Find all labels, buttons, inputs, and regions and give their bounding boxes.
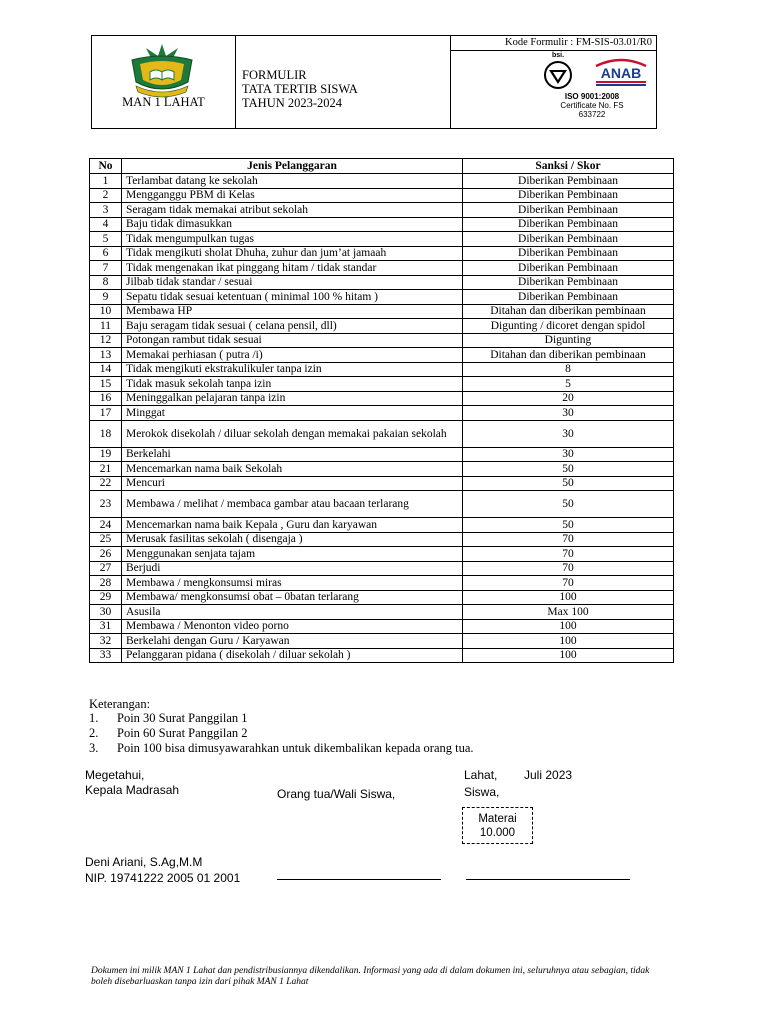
row-number-cell: 4 xyxy=(90,217,122,232)
table-row xyxy=(90,619,674,634)
row-number-cell: 27 xyxy=(90,561,122,576)
row-number-cell: 2 xyxy=(90,188,122,203)
table-row xyxy=(90,246,674,261)
table-row xyxy=(90,304,674,319)
row-number-cell: 9 xyxy=(90,290,122,305)
row-number-cell: 11 xyxy=(90,319,122,334)
violation-cell: Tidak mengikuti ekstrakulikuler tanpa izin xyxy=(122,362,463,377)
table-row xyxy=(90,217,674,232)
bsi-kitemark-icon xyxy=(540,60,576,90)
violation-cell: Mencemarkan nama baik Sekolah xyxy=(122,462,463,477)
row-number-cell: 18 xyxy=(90,420,122,447)
table-row xyxy=(90,188,674,203)
row-number-cell: 14 xyxy=(90,362,122,377)
violation-cell: Terlambat datang ke sekolah xyxy=(122,174,463,189)
row-number-cell: 29 xyxy=(90,590,122,605)
table-row xyxy=(90,648,674,663)
sanction-cell: 100 xyxy=(463,634,674,649)
table-header-row xyxy=(90,159,674,174)
header-no: No xyxy=(90,159,122,174)
violation-cell: Tidak mengumpulkan tugas xyxy=(122,232,463,247)
violation-cell: Merusak fasilitas sekolah ( disengaja ) xyxy=(122,532,463,547)
item-text: Poin 100 bisa dimusyawarahkan untuk dikembalikan kepada orang tua. xyxy=(117,741,474,755)
sanction-cell: 5 xyxy=(463,377,674,392)
sanction-cell: 50 xyxy=(463,491,674,518)
sanction-cell: 70 xyxy=(463,532,674,547)
item-text: Poin 60 Surat Panggilan 2 xyxy=(117,726,248,740)
head-name: Deni Ariani, S.Ag,M.M xyxy=(85,855,203,869)
row-number-cell: 26 xyxy=(90,547,122,562)
row-number-cell: 6 xyxy=(90,246,122,261)
table-row xyxy=(90,406,674,421)
table-row xyxy=(90,491,674,518)
violation-cell: Berjudi xyxy=(122,561,463,576)
table-row xyxy=(90,319,674,334)
iso-line-2: Certificate No. FS xyxy=(560,101,624,110)
row-number-cell: 10 xyxy=(90,304,122,319)
head-nip: NIP. 19741222 2005 01 2001 xyxy=(85,871,241,885)
table-row xyxy=(90,605,674,620)
header-sanksi: Sanksi / Skor xyxy=(463,159,674,174)
table-row xyxy=(90,547,674,562)
sanction-cell: 70 xyxy=(463,547,674,562)
row-number-cell: 16 xyxy=(90,391,122,406)
form-title-cell xyxy=(236,36,451,128)
row-number-cell: 25 xyxy=(90,532,122,547)
sanction-cell: Diberikan Pembinaan xyxy=(463,290,674,305)
list-item xyxy=(89,711,474,726)
violation-cell: Asusila xyxy=(122,605,463,620)
signature-place: Lahat, xyxy=(464,768,498,782)
violation-cell: Membawa HP xyxy=(122,304,463,319)
item-text: Poin 30 Surat Panggilan 1 xyxy=(117,711,248,725)
materai-label: Materai xyxy=(478,813,517,825)
row-number-cell: 7 xyxy=(90,261,122,276)
sanction-cell: 8 xyxy=(463,362,674,377)
violation-cell: Tidak mengenakan ikat pinggang hitam / tidak standar xyxy=(122,261,463,276)
sanction-cell: 100 xyxy=(463,648,674,663)
table-row xyxy=(90,576,674,591)
table-row xyxy=(90,476,674,491)
violation-cell: Meninggalkan pelajaran tanpa izin xyxy=(122,391,463,406)
row-number-cell: 8 xyxy=(90,275,122,290)
document-header xyxy=(91,35,657,129)
sanction-cell: Diberikan Pembinaan xyxy=(463,275,674,290)
list-item xyxy=(89,726,474,741)
table-row xyxy=(90,275,674,290)
iso-line-3: 633722 xyxy=(578,110,606,119)
table-row xyxy=(90,420,674,447)
violation-cell: Sepatu tidak sesuai ketentuan ( minimal 100 % hitam ) xyxy=(122,290,463,305)
row-number-cell: 5 xyxy=(90,232,122,247)
row-number-cell: 3 xyxy=(90,203,122,218)
violation-cell: Baju seragam tidak sesuai ( celana pensil, dll) xyxy=(122,319,463,334)
sanction-cell: 30 xyxy=(463,447,674,462)
row-number-cell: 22 xyxy=(90,476,122,491)
sanction-cell: 100 xyxy=(463,590,674,605)
row-number-cell: 24 xyxy=(90,518,122,533)
table-row xyxy=(90,561,674,576)
table-row xyxy=(90,590,674,605)
sanction-cell: 50 xyxy=(463,462,674,477)
table-row xyxy=(90,362,674,377)
violation-cell: Tidak masuk sekolah tanpa izin xyxy=(122,377,463,392)
form-code: Kode Formulir : FM-SIS-03.01/R0 xyxy=(504,37,652,48)
student-signature-line xyxy=(466,879,630,880)
table-row xyxy=(90,290,674,305)
violation-cell: Memakai perhiasan ( putra /i) xyxy=(122,348,463,363)
table-row xyxy=(90,447,674,462)
form-title-line-2: TATA TERTIB SISWA xyxy=(242,82,358,96)
violation-cell: Membawa / melihat / membaca gambar atau bacaan terlarang xyxy=(122,491,463,518)
keterangan-title: Keterangan: xyxy=(89,697,151,711)
sanction-cell: 50 xyxy=(463,518,674,533)
table-row xyxy=(90,232,674,247)
violation-cell: Jilbab tidak standar / sesuai xyxy=(122,275,463,290)
school-name: MAN 1 LAHAT xyxy=(122,95,205,109)
materai-value: 10.000 xyxy=(479,827,516,839)
sanction-cell: 70 xyxy=(463,576,674,591)
row-number-cell: 32 xyxy=(90,634,122,649)
violation-cell: Menggunakan senjata tajam xyxy=(122,547,463,562)
violation-cell: Berkelahi dengan Guru / Karyawan xyxy=(122,634,463,649)
violation-cell: Tidak mengikuti sholat Dhuha, zuhur dan jum’at jamaah xyxy=(122,246,463,261)
table-row xyxy=(90,203,674,218)
sanction-cell: Digunting / dicoret dengan spidol xyxy=(463,319,674,334)
violation-cell: Minggat xyxy=(122,406,463,421)
footer-disclaimer: Dokumen ini milik MAN 1 Lahat dan pendistribusiannya dikendalikan. Informasi yang ada di dalam dokumen ini, seluruhnya atau sebagian, tidak boleh disebarluaskan tanpa izin dari pihak MAN 1 Lahat xyxy=(91,966,650,987)
row-number-cell: 17 xyxy=(90,406,122,421)
sanction-cell: 30 xyxy=(463,406,674,421)
table-row xyxy=(90,174,674,189)
violation-cell: Mengganggu PBM di Kelas xyxy=(122,188,463,203)
anab-logo xyxy=(592,54,650,93)
table-row xyxy=(90,261,674,276)
row-number-cell: 33 xyxy=(90,648,122,663)
sanction-cell: Diberikan Pembinaan xyxy=(463,174,674,189)
parent-signature-line xyxy=(277,879,441,880)
violation-cell: Potongan rambut tidak sesuai xyxy=(122,333,463,348)
row-number-cell: 12 xyxy=(90,333,122,348)
violation-cell: Merokok disekolah / diluar sekolah dengan memakai pakaian sekolah xyxy=(122,420,463,447)
keterangan-list xyxy=(89,711,474,756)
anab-text: ANAB xyxy=(600,65,642,81)
row-number-cell: 23 xyxy=(90,491,122,518)
table-row xyxy=(90,348,674,363)
table-body xyxy=(90,174,674,663)
materai-stamp-box xyxy=(462,807,533,844)
table-row xyxy=(90,462,674,477)
sanction-cell: Diberikan Pembinaan xyxy=(463,232,674,247)
sanction-cell: 70 xyxy=(463,561,674,576)
form-title-line-1: FORMULIR xyxy=(242,68,307,82)
sanction-cell: Ditahan dan diberikan pembinaan xyxy=(463,304,674,319)
anab-mark-icon xyxy=(592,54,650,88)
sanction-cell: Max 100 xyxy=(463,605,674,620)
item-number: 1. xyxy=(89,711,99,725)
signature-parent-label: Orang tua/Wali Siswa, xyxy=(277,787,396,801)
row-number-cell: 28 xyxy=(90,576,122,591)
violation-cell: Membawa / mengkonsumsi miras xyxy=(122,576,463,591)
sanction-cell: Diberikan Pembinaan xyxy=(463,188,674,203)
row-number-cell: 13 xyxy=(90,348,122,363)
sanction-cell: 30 xyxy=(463,420,674,447)
bsi-logo xyxy=(540,52,576,95)
sanction-cell: 100 xyxy=(463,619,674,634)
kemenag-logo-icon xyxy=(122,42,202,98)
row-number-cell: 1 xyxy=(90,174,122,189)
table-row xyxy=(90,391,674,406)
row-number-cell: 15 xyxy=(90,377,122,392)
signature-date: Juli 2023 xyxy=(524,768,573,782)
sanction-cell: Diberikan Pembinaan xyxy=(463,246,674,261)
violation-cell: Pelanggaran pidana ( disekolah / diluar sekolah ) xyxy=(122,648,463,663)
table-row xyxy=(90,377,674,392)
signature-left-label-2: Kepala Madrasah xyxy=(85,783,180,797)
list-item xyxy=(89,741,474,756)
sanction-cell: Ditahan dan diberikan pembinaan xyxy=(463,348,674,363)
table-row xyxy=(90,518,674,533)
violation-cell: Membawa / Menonton video porno xyxy=(122,619,463,634)
row-number-cell: 21 xyxy=(90,462,122,477)
sanction-cell: Diberikan Pembinaan xyxy=(463,203,674,218)
code-divider xyxy=(451,50,656,51)
signature-left-label-1: Megetahui, xyxy=(85,768,145,782)
table-row xyxy=(90,634,674,649)
row-number-cell: 31 xyxy=(90,619,122,634)
header-jenis: Jenis Pelanggaran xyxy=(122,159,463,174)
sanction-cell: 50 xyxy=(463,476,674,491)
sanction-cell: Digunting xyxy=(463,333,674,348)
violation-cell: Mencemarkan nama baik Kepala , Guru dan karyawan xyxy=(122,518,463,533)
row-number-cell: 30 xyxy=(90,605,122,620)
sanction-cell: Diberikan Pembinaan xyxy=(463,217,674,232)
iso-line-1: ISO 9001:2008 xyxy=(564,92,620,101)
table-row xyxy=(90,333,674,348)
row-number-cell: 19 xyxy=(90,447,122,462)
logo-cell xyxy=(92,36,236,128)
item-number: 3. xyxy=(89,741,99,755)
violation-cell: Mencuri xyxy=(122,476,463,491)
form-title-line-3: TAHUN 2023-2024 xyxy=(242,96,343,110)
violations-table xyxy=(89,158,674,663)
item-number: 2. xyxy=(89,726,99,740)
violation-cell: Seragam tidak memakai atribut sekolah xyxy=(122,203,463,218)
violation-cell: Berkelahi xyxy=(122,447,463,462)
table-row xyxy=(90,532,674,547)
sanction-cell: Diberikan Pembinaan xyxy=(463,261,674,276)
bsi-label: bsi. xyxy=(551,52,565,59)
sanction-cell: 20 xyxy=(463,391,674,406)
violation-cell: Baju tidak dimasukkan xyxy=(122,217,463,232)
signature-student-label: Siswa, xyxy=(464,785,500,799)
violation-cell: Membawa/ mengkonsumsi obat – 0batan terlarang xyxy=(122,590,463,605)
